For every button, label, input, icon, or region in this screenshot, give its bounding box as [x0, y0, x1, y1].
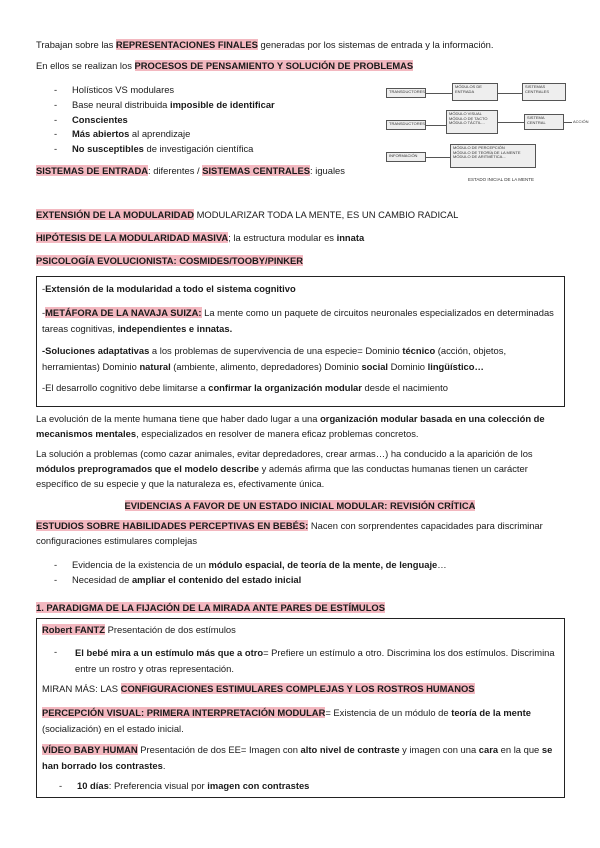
box-paragraph: -Extensión de la modularidad a todo el sistema cognitivo: [42, 283, 296, 294]
text: : diferentes /: [148, 165, 203, 176]
intro-line-1: [36, 38, 493, 52]
hipotesis-heading: [36, 231, 364, 245]
highlight: PSICOLOGÍA EVOLUCIONISTA: COSMIDES/TOOBY/PINKER: [36, 255, 304, 266]
highlight: SISTEMAS DE ENTRADA: [36, 165, 148, 176]
diagram-box: SISTEMAS CENTRALES: [522, 83, 566, 101]
bullet-dash: -: [54, 128, 58, 139]
diagram-label: ACCIÓN: [573, 119, 589, 124]
diagram-caption: ESTADO INICIAL DE LA MENTE: [468, 177, 535, 182]
diagram-box: MÓDULO VISUAL MÓDULO DE TACTO MÓDULO TÁCTIL...: [446, 110, 498, 134]
highlight: REPRESENTACIONES FINALES: [115, 39, 258, 50]
text: generadas por los sistemas de entrada y la información.: [257, 39, 494, 50]
bullet-dash: -: [59, 780, 63, 791]
modularity-box: [36, 276, 565, 407]
box-paragraph: -METÁFORA DE LA NAVAJA SUIZA: La mente como un paquete de circuitos neuronales especializados en determinadas tareas cognitivas, independientes e innatas.: [42, 307, 554, 334]
text: : iguales: [310, 165, 345, 176]
diagram-arrow: [426, 125, 446, 126]
box-paragraph: -Soluciones adaptativas a los problemas de supervivencia de una especie= Dominio técnico (acción, objetos, herramientas) Dominio natural (ambiente, alimento, depredadores) Dominio social Dominio lingüístico…: [42, 345, 507, 372]
text: Trabajan sobre las: [36, 39, 116, 50]
fantz-box: [36, 618, 565, 798]
list-item: Evidencia de la existencia de un módulo espacial, de teoría de la mente, de lenguaje…: [72, 559, 447, 570]
highlight: PROCESOS DE PENSAMIENTO Y SOLUCIÓN DE PROBLEMAS: [134, 60, 414, 71]
diagram-box: INFORMACIÓN: [386, 152, 426, 162]
sistemas-line: [36, 164, 345, 178]
diagram-arrow: [498, 93, 522, 94]
box-paragraph: PERCEPCIÓN VISUAL: PRIMERA INTERPRETACIÓN MODULAR= Existencia de un módulo de teoría de la mente (socialización) en el estado inicial.: [42, 707, 531, 734]
intro-line-2: [36, 59, 413, 73]
list-item: Más abiertos al aprendizaje: [72, 128, 191, 139]
diagram-arrow: [498, 122, 524, 123]
text: ; la estructura modular es: [228, 232, 337, 243]
diagram-arrow: [426, 93, 452, 94]
diagram-arrow: [426, 157, 450, 158]
diagram-box: MÓDULOS DE ENTRADA: [452, 83, 498, 101]
list-item: Holísticos VS modulares: [72, 84, 175, 95]
bullet-dash: -: [54, 114, 58, 125]
box-paragraph: MIRAN MÁS: LAS CONFIGURACIONES ESTIMULARES COMPLEJAS Y LOS ROSTROS HUMANOS: [42, 683, 475, 694]
box-paragraph: VÍDEO BABY HUMAN Presentación de dos EE= Imagen con alto nivel de contraste y imagen con una cara en la que se han borrado los contrastes.: [42, 744, 553, 771]
diagram-box: SISTEMA CENTRAL: [524, 114, 564, 130]
text: En ellos se realizan los: [36, 60, 135, 71]
highlight: EXTENSIÓN DE LA MODULARIDAD: [36, 209, 194, 220]
highlight: HIPÓTESIS DE LA MODULARIDAD MASIVA: [36, 232, 229, 243]
diagram-box: MÓDULO DE PERCEPCIÓN MÓDULO DE TEORÍA DE LA MENTE MÓDULO DE ARITMÉTICA...: [450, 144, 536, 168]
box-paragraph: El bebé mira a un estímulo más que a otro= Prefiere un estímulo a otro. Discrimina los dos estímulos. Discrimina entre un rostro y otras representación.: [75, 647, 555, 674]
estudios-paragraph: ESTUDIOS SOBRE HABILIDADES PERCEPTIVAS EN BEBÉS: Nacen con sorprendentes capacidades para discriminar configuraciones estimulares complejas: [36, 520, 543, 547]
bullet-dash: -: [54, 646, 58, 657]
extension-heading: [36, 208, 458, 222]
mind-structure-diagram: [384, 80, 594, 190]
box-paragraph: 10 días: Preferencia visual por imagen con contrastes: [77, 780, 310, 791]
bullet-dash: -: [54, 84, 58, 95]
diagram-box: TRANSDUCTORES: [386, 88, 426, 98]
bullet-dash: -: [54, 559, 58, 570]
diagram-box: TRANSDUCTORES: [386, 120, 426, 130]
box-paragraph: Robert FANTZ Presentación de dos estímulos: [42, 624, 236, 635]
paradigma-heading: 1. PARADIGMA DE LA FIJACIÓN DE LA MIRADA ANTE PARES DE ESTÍMULOS: [36, 602, 385, 613]
list-item: Conscientes: [72, 114, 128, 125]
list-item: Necesidad de ampliar el contenido del estado inicial: [72, 574, 302, 585]
paragraph: La evolución de la mente humana tiene que haber dado lugar a una organización modular basada en una colección de mecanismos mentales, especializados en resolver de manera eficaz problemas concretos.: [36, 413, 545, 440]
diagram-arrow: [564, 122, 572, 123]
text: innata: [336, 232, 365, 243]
list-item: Base neural distribuida imposible de identificar: [72, 99, 275, 110]
bullet-dash: -: [54, 99, 58, 110]
box-paragraph: -El desarrollo cognitivo debe limitarse a confirmar la organización modular desde el nacimiento: [42, 382, 448, 393]
list-item: No susceptibles de investigación científica: [72, 143, 254, 154]
text: MODULARIZAR TODA LA MENTE, ES UN CAMBIO RADICAL: [194, 209, 459, 220]
paragraph: La solución a problemas (como cazar animales, evitar depredadores, crear armas…) ha conducido a la aparición de los módulos preprogramados que el modelo describe y además afirma que las conductas humanas tienen un carácter específico de su especie y que la naturaleza es, efectivamente única.: [36, 448, 533, 490]
psicologia-heading: [36, 254, 303, 268]
highlight: SISTEMAS CENTRALES: [202, 165, 311, 176]
evidencias-heading: EVIDENCIAS A FAVOR DE UN ESTADO INICIAL MODULAR: REVISIÓN CRÍTICA: [124, 500, 476, 511]
bullet-dash: -: [54, 143, 58, 154]
bullet-dash: -: [54, 574, 58, 585]
